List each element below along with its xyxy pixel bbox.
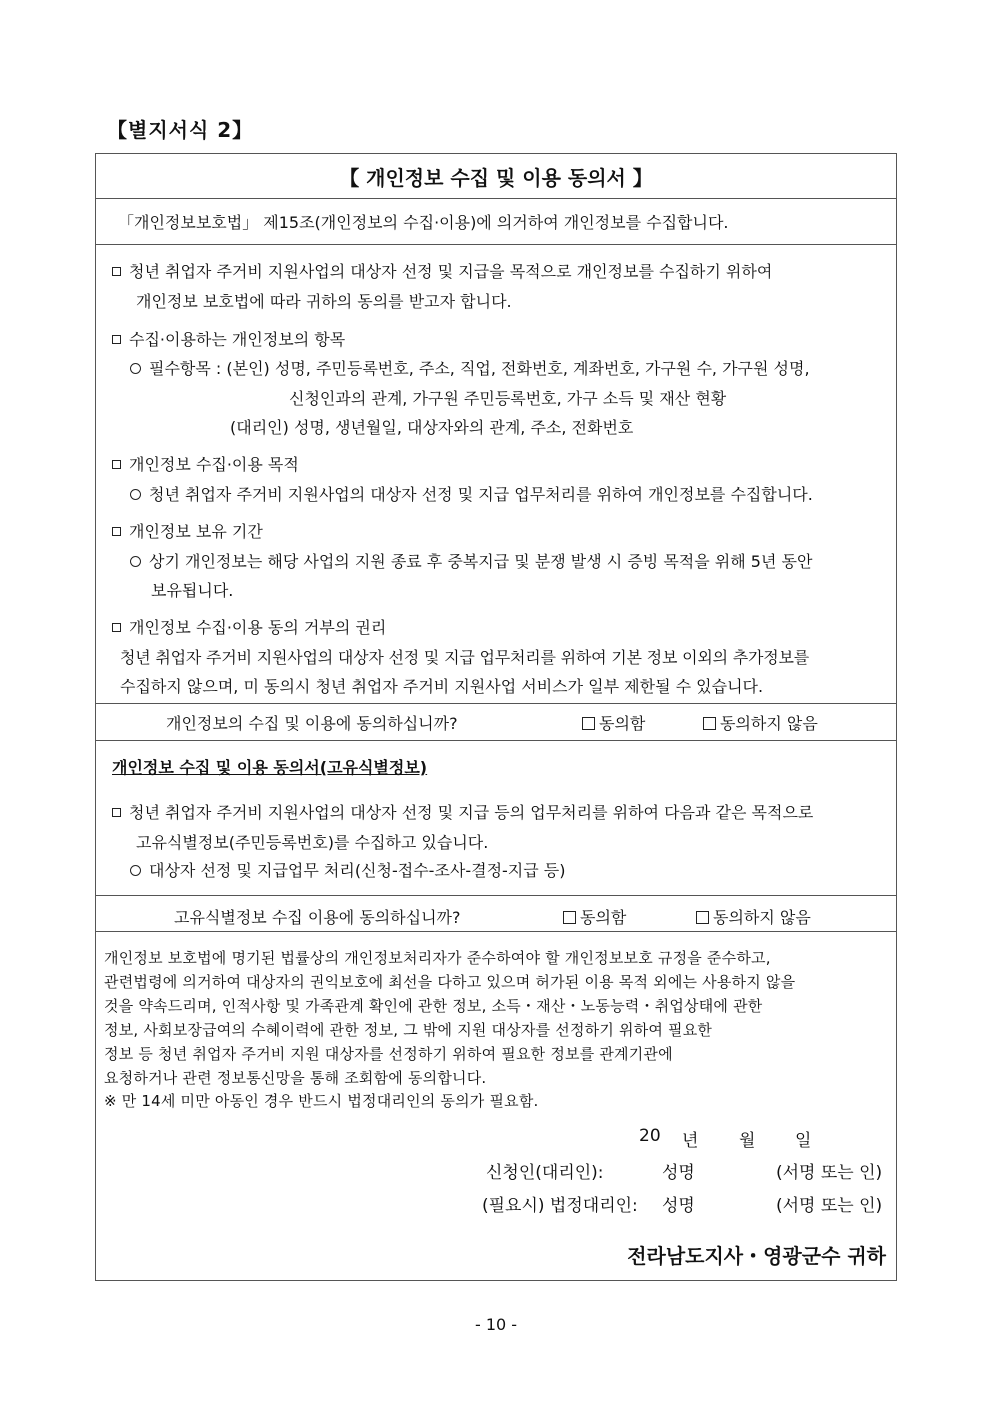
items-line2: 신청인과의 관계, 가구원 주민등록번호, 가구 소득 및 재산 현황 <box>289 389 727 408</box>
refusal-line2: 수집하지 않으며, 미 동의시 청년 취업자 주거비 지원사업 서비스가 일부 제한될 수 있습니다. <box>120 677 764 696</box>
agree-checkbox[interactable] <box>563 911 576 924</box>
consent1-disagree-option[interactable] <box>703 711 818 734</box>
circle-bullet-icon <box>130 865 141 876</box>
applicant-label: 신청인(대리인): <box>486 1163 604 1183</box>
unique-id-heading: 개인정보 수집 및 이용 동의서(고유식별정보) <box>112 758 428 777</box>
disagree-label: 동의하지 않음 <box>720 714 818 733</box>
divider <box>96 703 896 704</box>
purpose-intro-line2: 개인정보 보호법에 따라 귀하의 동의를 받고자 합니다. <box>136 292 512 311</box>
circle-bullet-icon <box>130 489 141 500</box>
refusal-line1: 청년 취업자 주거비 지원사업의 대상자 선정 및 지급 업무처리를 위하여 기본 정보 이외의 추가정보를 <box>120 648 810 667</box>
purpose-line1: 청년 취업자 주거비 지원사업의 대상자 선정 및 지급 업무처리를 위하여 개인정보를 수집합니다. <box>130 487 813 503</box>
form-title: 【 개인정보 수집 및 이용 동의서 】 <box>339 165 653 190</box>
consent1-agree-option[interactable] <box>582 711 645 734</box>
applicant-signature-field[interactable]: (서명 또는 인) <box>776 1163 883 1183</box>
consent1-question: 개인정보의 수집 및 이용에 동의하십니까? <box>166 714 458 733</box>
square-bullet-icon <box>112 335 121 344</box>
recipient: 전라남도지사・영광군수 귀하 <box>627 1244 886 1268</box>
consent2-disagree-option[interactable] <box>696 905 811 928</box>
unique-id-line1: 청년 취업자 주거비 지원사업의 대상자 선정 및 지급 등의 업무처리를 위하여 다음과 같은 목적으로 <box>112 805 813 821</box>
square-bullet-icon <box>112 267 121 276</box>
agree-checkbox[interactable] <box>582 717 595 730</box>
guardian-signature-field[interactable]: (서명 또는 인) <box>776 1196 883 1216</box>
date-year: 20 <box>639 1126 661 1146</box>
refusal-heading: 개인정보 수집·이용 동의 거부의 권리 <box>112 620 386 636</box>
agree-label: 동의함 <box>580 908 627 927</box>
form-label: 【별지서식 2】 <box>107 118 254 142</box>
disagree-label: 동의하지 않음 <box>713 908 811 927</box>
declaration-line4: 정보, 사회보장급여의 수혜이력에 관한 정보, 그 밖에 지원 대상자를 선정하기 위하여 필요한 <box>104 1021 713 1039</box>
agree-label: 동의함 <box>599 714 646 733</box>
legal-basis: 「개인정보보호법」 제15조(개인정보의 수집·이용)에 의거하여 개인정보를 수집합니다. <box>118 212 729 232</box>
square-bullet-icon <box>112 623 121 632</box>
consent2-agree-option[interactable] <box>563 905 626 928</box>
disagree-checkbox[interactable] <box>696 911 709 924</box>
square-bullet-icon <box>112 460 121 469</box>
purpose-intro-line1: 청년 취업자 주거비 지원사업의 대상자 선정 및 지급을 목적으로 개인정보를 수집하기 위하여 <box>112 264 772 280</box>
unique-id-line3: 대상자 선정 및 지급업무 처리(신청-접수-조사-결정-지급 등) <box>130 863 566 879</box>
disagree-checkbox[interactable] <box>703 717 716 730</box>
declaration-line3: 것을 약속드리며, 인적사항 및 가족관계 확인에 관한 정보, 소득・재산・노동능력・취업상태에 관한 <box>104 997 763 1015</box>
date-month-unit: 월 <box>739 1131 756 1151</box>
retention-line2: 보유됩니다. <box>151 581 234 600</box>
items-line1: 필수항목 : (본인) 성명, 주민등록번호, 주소, 직업, 전화번호, 계좌번호, 가구원 수, 가구원 성명, <box>130 361 810 377</box>
page-number: - 10 - <box>474 1315 518 1334</box>
divider <box>96 895 896 896</box>
date-day-unit: 일 <box>795 1131 812 1151</box>
retention-line1: 상기 개인정보는 해당 사업의 지원 종료 후 중복지급 및 분쟁 발생 시 증빙 목적을 위해 5년 동안 <box>130 554 812 570</box>
circle-bullet-icon <box>130 556 141 567</box>
circle-bullet-icon <box>130 363 141 374</box>
guardian-label: (필요시) 법정대리인: <box>482 1196 638 1216</box>
divider <box>96 244 896 245</box>
purpose-heading: 개인정보 수집·이용 목적 <box>112 457 299 473</box>
square-bullet-icon <box>112 808 121 817</box>
guardian-name-label: 성명 <box>662 1196 695 1216</box>
divider <box>96 931 896 932</box>
declaration-line1: 개인정보 보호법에 명기된 법률상의 개인정보처리자가 준수하여야 할 개인정보보호 규정을 준수하고, <box>104 949 771 967</box>
unique-id-line2: 고유식별정보(주민등록번호)를 수집하고 있습니다. <box>136 833 489 852</box>
items-heading: 수집·이용하는 개인정보의 항목 <box>112 332 345 348</box>
retention-heading: 개인정보 보유 기간 <box>112 524 263 540</box>
divider <box>96 740 896 741</box>
items-line3: (대리인) 성명, 생년월일, 대상자와의 관계, 주소, 전화번호 <box>230 418 634 437</box>
consent-form <box>95 153 897 1281</box>
declaration-line2: 관련법령에 의거하여 대상자의 권익보호에 최선을 다하고 있으며 허가된 이용 목적 외에는 사용하지 않을 <box>104 973 796 991</box>
consent2-question: 고유식별정보 수집 이용에 동의하십니까? <box>174 908 461 927</box>
declaration-line5: 정보 등 청년 취업자 주거비 지원 대상자를 선정하기 위하여 필요한 정보를 관계기관에 <box>104 1045 673 1063</box>
date-year-unit: 년 <box>682 1131 699 1151</box>
age-note: ※ 만 14세 미만 아동인 경우 반드시 법정대리인의 동의가 필요함. <box>104 1092 539 1110</box>
declaration-line6: 요청하거나 관련 정보통신망을 통해 조회함에 동의합니다. <box>104 1069 487 1087</box>
square-bullet-icon <box>112 527 121 536</box>
applicant-name-label: 성명 <box>662 1163 695 1183</box>
